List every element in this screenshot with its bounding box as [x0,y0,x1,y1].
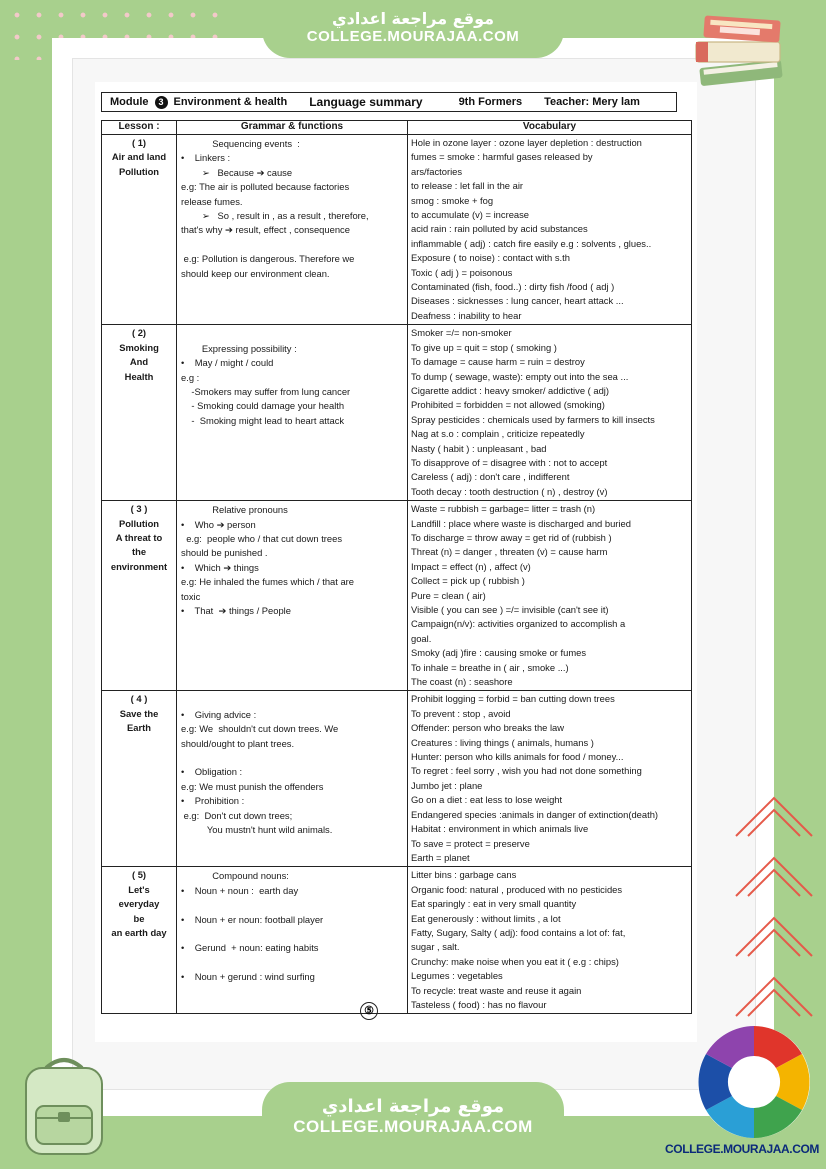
column-header-lesson: Lesson : [102,121,177,135]
vocabulary-item: To give up = quit = stop ( smoking ) [411,341,557,353]
vocabulary-item: To recycle: treat waste and reuse it again [411,984,582,996]
site-banner-top-arabic: موقع مراجعة اعدادي [331,9,495,28]
column-header-vocabulary: Vocabulary [408,121,692,135]
vocabulary-item: Threat (n) = danger , threaten (v) = cause harm [411,546,608,558]
vocabulary-item: Habitat : environment in which animals live [411,823,589,835]
language-summary-document [95,82,697,1042]
vocabulary-item: Pure = clean ( air) [411,589,486,601]
vocabulary-item: goal. [411,632,432,644]
vocabulary-item: sugar , salt. [411,941,460,953]
module-number: 3 [155,96,168,109]
lesson-row [102,867,692,1014]
lesson-row [102,325,692,501]
grammar-text: Expressing possibility : • May / might / could e.g : -Smokers may suffer from lung cancer - Smoking could damage your health - Smoking might lead to heart attack [181,342,351,426]
lesson-row [102,691,692,867]
vocabulary-item: Landfill : place where waste is discharged and buried [411,517,631,529]
site-banner-bottom[interactable] [262,1082,564,1169]
vocabulary-item: Tooth decay : tooth destruction ( n) , destroy (v) [411,485,608,497]
page-number: ⑤ [360,1002,378,1020]
vocabulary-cell [408,325,692,501]
lesson-title: ( 2) Smoking And Health [102,325,177,501]
vocabulary-item: To damage = cause harm = ruin = destroy [411,356,585,368]
vocabulary-item: Tasteless ( food) : has no flavour [411,998,547,1010]
vocabulary-item: to accumulate (v) = increase [411,209,530,221]
vocabulary-item: Hole in ozone layer : ozone layer depletion : destruction [411,137,642,148]
vocabulary-item: Litter bins : garbage cans [411,869,517,881]
vocabulary-item: To discharge = throw away = get rid of (rubbish ) [411,531,612,543]
vocabulary-cell [408,867,692,1014]
vocabulary-item: Jumbo jet : plane [411,779,483,791]
books-stack-icon [690,8,794,94]
lesson-row [102,135,692,325]
vocabulary-item: Crunchy: make noise when you eat it ( e.g : chips) [411,955,619,967]
summary-table [101,120,692,1014]
grammar-text: • Giving advice : e.g: We shouldn't cut down trees. We should/ought to plant trees. • Obligation : e.g: We must punish the offenders • Prohibition : e.g: Don't cut down trees; You mustn't hunt wild animals. [181,708,339,836]
vocabulary-item: Diseases : sicknesses : lung cancer, heart attack ... [411,295,624,307]
vocabulary-item: Collect = pick up ( rubbish ) [411,575,525,587]
vocabulary-item: to release : let fall in the air [411,180,524,192]
lesson-title: ( 4 ) Save the Earth [102,691,177,867]
grammar-cell [177,867,408,1014]
table-header-row [102,121,692,135]
vocabulary-item: To inhale = breathe in ( air , smoke ...) [411,661,569,673]
vocabulary-item: Contaminated (fish, food..) : dirty fish /food ( adj ) [411,281,615,293]
grammar-cell [177,325,408,501]
grammar-cell [177,501,408,691]
vocabulary-item: Nag at s.o : complain , criticize repeatedly [411,428,585,440]
vocabulary-item: smog : smoke + fog [411,194,494,206]
vocabulary-item: To dump ( sewage, waste): empty out into the sea ... [411,370,629,382]
vocabulary-item: Organic food: natural , produced with no pesticides [411,883,623,895]
module-title: Environment & health [173,96,288,108]
vocabulary-item: Creatures : living things ( animals, humans ) [411,736,594,748]
vocabulary-item: Fatty, Sugary, Salty ( adj): food contains a lot of: fat, [411,926,626,938]
vocabulary-item: acid rain : rain polluted by acid substances [411,223,588,235]
site-banner-top-url[interactable]: COLLEGE.MOURAJAA.COM [306,28,520,45]
vocabulary-item: Legumes : vegetables [411,970,503,982]
vocabulary-item: Smoker =/= non-smoker [411,327,512,339]
vocabulary-item: ars/factories [411,165,463,177]
vocabulary-item: Visible ( you can see ) =/= invisible (can't see it) [411,604,609,615]
vocabulary-cell [408,135,692,325]
vocabulary-item: Eat sparingly : eat in very small quantity [411,898,577,910]
vocabulary-item: inflammable ( adj) : catch fire easily e.g : solvents , glues.. [411,237,652,249]
vocabulary-item: Hunter: person who kills animals for food / money... [411,751,624,763]
vocabulary-item: Endangered species :animals in danger of extinction(death) [411,808,659,820]
vocabulary-item: Earth = planet [411,851,470,863]
grammar-cell [177,691,408,867]
vocabulary-item: Careless ( adj) : don't care , indifferent [411,471,570,483]
vocabulary-cell [408,501,692,691]
vocabulary-item: The coast (n) : seashore [411,676,513,688]
lesson-title: ( 1) Air and land Pollution [102,135,177,325]
vocabulary-item: Go on a diet : eat less to lose weight [411,794,563,806]
vocabulary-item: Toxic ( adj ) = poisonous [411,266,513,278]
vocabulary-item: fumes = smoke : harmful gases released by [411,151,593,163]
grammar-text: Sequencing events : • Linkers : ➢ Because ➔ cause e.g: The air is polluted because factories release fumes. ➢ So , result in , as a result , therefore, that's why ➔ result, effect , consequence e.g: Pollution is dangerous. Therefore we should keep our environment clean. [181,138,369,279]
grade-label: 9th Formers [458,96,523,108]
vocabulary-item: Prohibit logging = forbid = ban cutting down trees [411,693,615,705]
vocabulary-item: Waste = rubbish = garbage= litter = trash (n) [411,503,596,515]
vocabulary-item: To regret : feel sorry , wish you had not done something [411,765,642,777]
site-banner-top[interactable] [262,0,564,58]
lesson-row [102,501,692,691]
lesson-title: ( 3 ) Pollution A threat to the environment [102,501,177,691]
summary-title: Language summary [309,95,423,109]
vocabulary-item: Deafness : inability to hear [411,309,522,321]
vocabulary-item: Smoky (adj )fire : causing smoke or fumes [411,647,587,659]
site-banner-bottom-arabic: موقع مراجعة اعدادي [321,1096,505,1117]
vocabulary-cell [408,691,692,867]
vocabulary-item: Prohibited = forbidden = not allowed (smoking) [411,399,605,411]
column-header-grammar: Grammar & functions [177,121,408,135]
vocabulary-item: Impact = effect (n) , affect (v) [411,560,531,572]
grammar-cell [177,135,408,325]
grammar-text: Relative pronouns • Who ➔ person e.g: people who / that cut down trees should be punished . • Which ➔ things e.g: He inhaled the fumes which / that are toxic • That ➔ things / People [181,504,355,616]
vocabulary-item: To disapprove of = disagree with : not to accept [411,456,608,468]
lesson-title: ( 5) Let's everyday be an earth day [102,867,177,1014]
teacher-label: Teacher: Mery lam [544,96,640,108]
vocabulary-item: Campaign(n/v): activities organized to accomplish a [411,618,626,630]
vocabulary-item: Cigarette addict : heavy smoker/ addictive ( adj) [411,384,610,396]
site-logo-text[interactable]: COLLEGE.MOURAJAA.COM [665,1142,820,1156]
backpack-icon [12,1052,116,1160]
grammar-text: Compound nouns: • Noun + noun : earth day • Noun + er noun: football player • Gerund + noun: eating habits • Noun + gerund : wind surfing [181,870,324,983]
vocabulary-item: Exposure ( to noise) : contact with s.th [411,252,570,264]
vocabulary-item: Nasty ( habit ) : unpleasant , bad [411,442,547,454]
chevron-up-icon [728,790,820,1040]
vocabulary-item: Offender: person who breaks the law [411,722,565,734]
module-header [101,92,677,112]
vocabulary-item: Eat generously : without limits , a lot [411,912,561,924]
education-wheel-logo-icon [694,1022,814,1142]
module-label: Module [110,96,149,108]
vocabulary-item: To prevent : stop , avoid [411,707,511,719]
vocabulary-item: Spray pesticides : chemicals used by farmers to kill insects [411,413,655,425]
site-banner-bottom-url[interactable]: COLLEGE.MOURAJAA.COM [293,1117,533,1136]
vocabulary-item: To save = protect = preserve [411,837,530,849]
